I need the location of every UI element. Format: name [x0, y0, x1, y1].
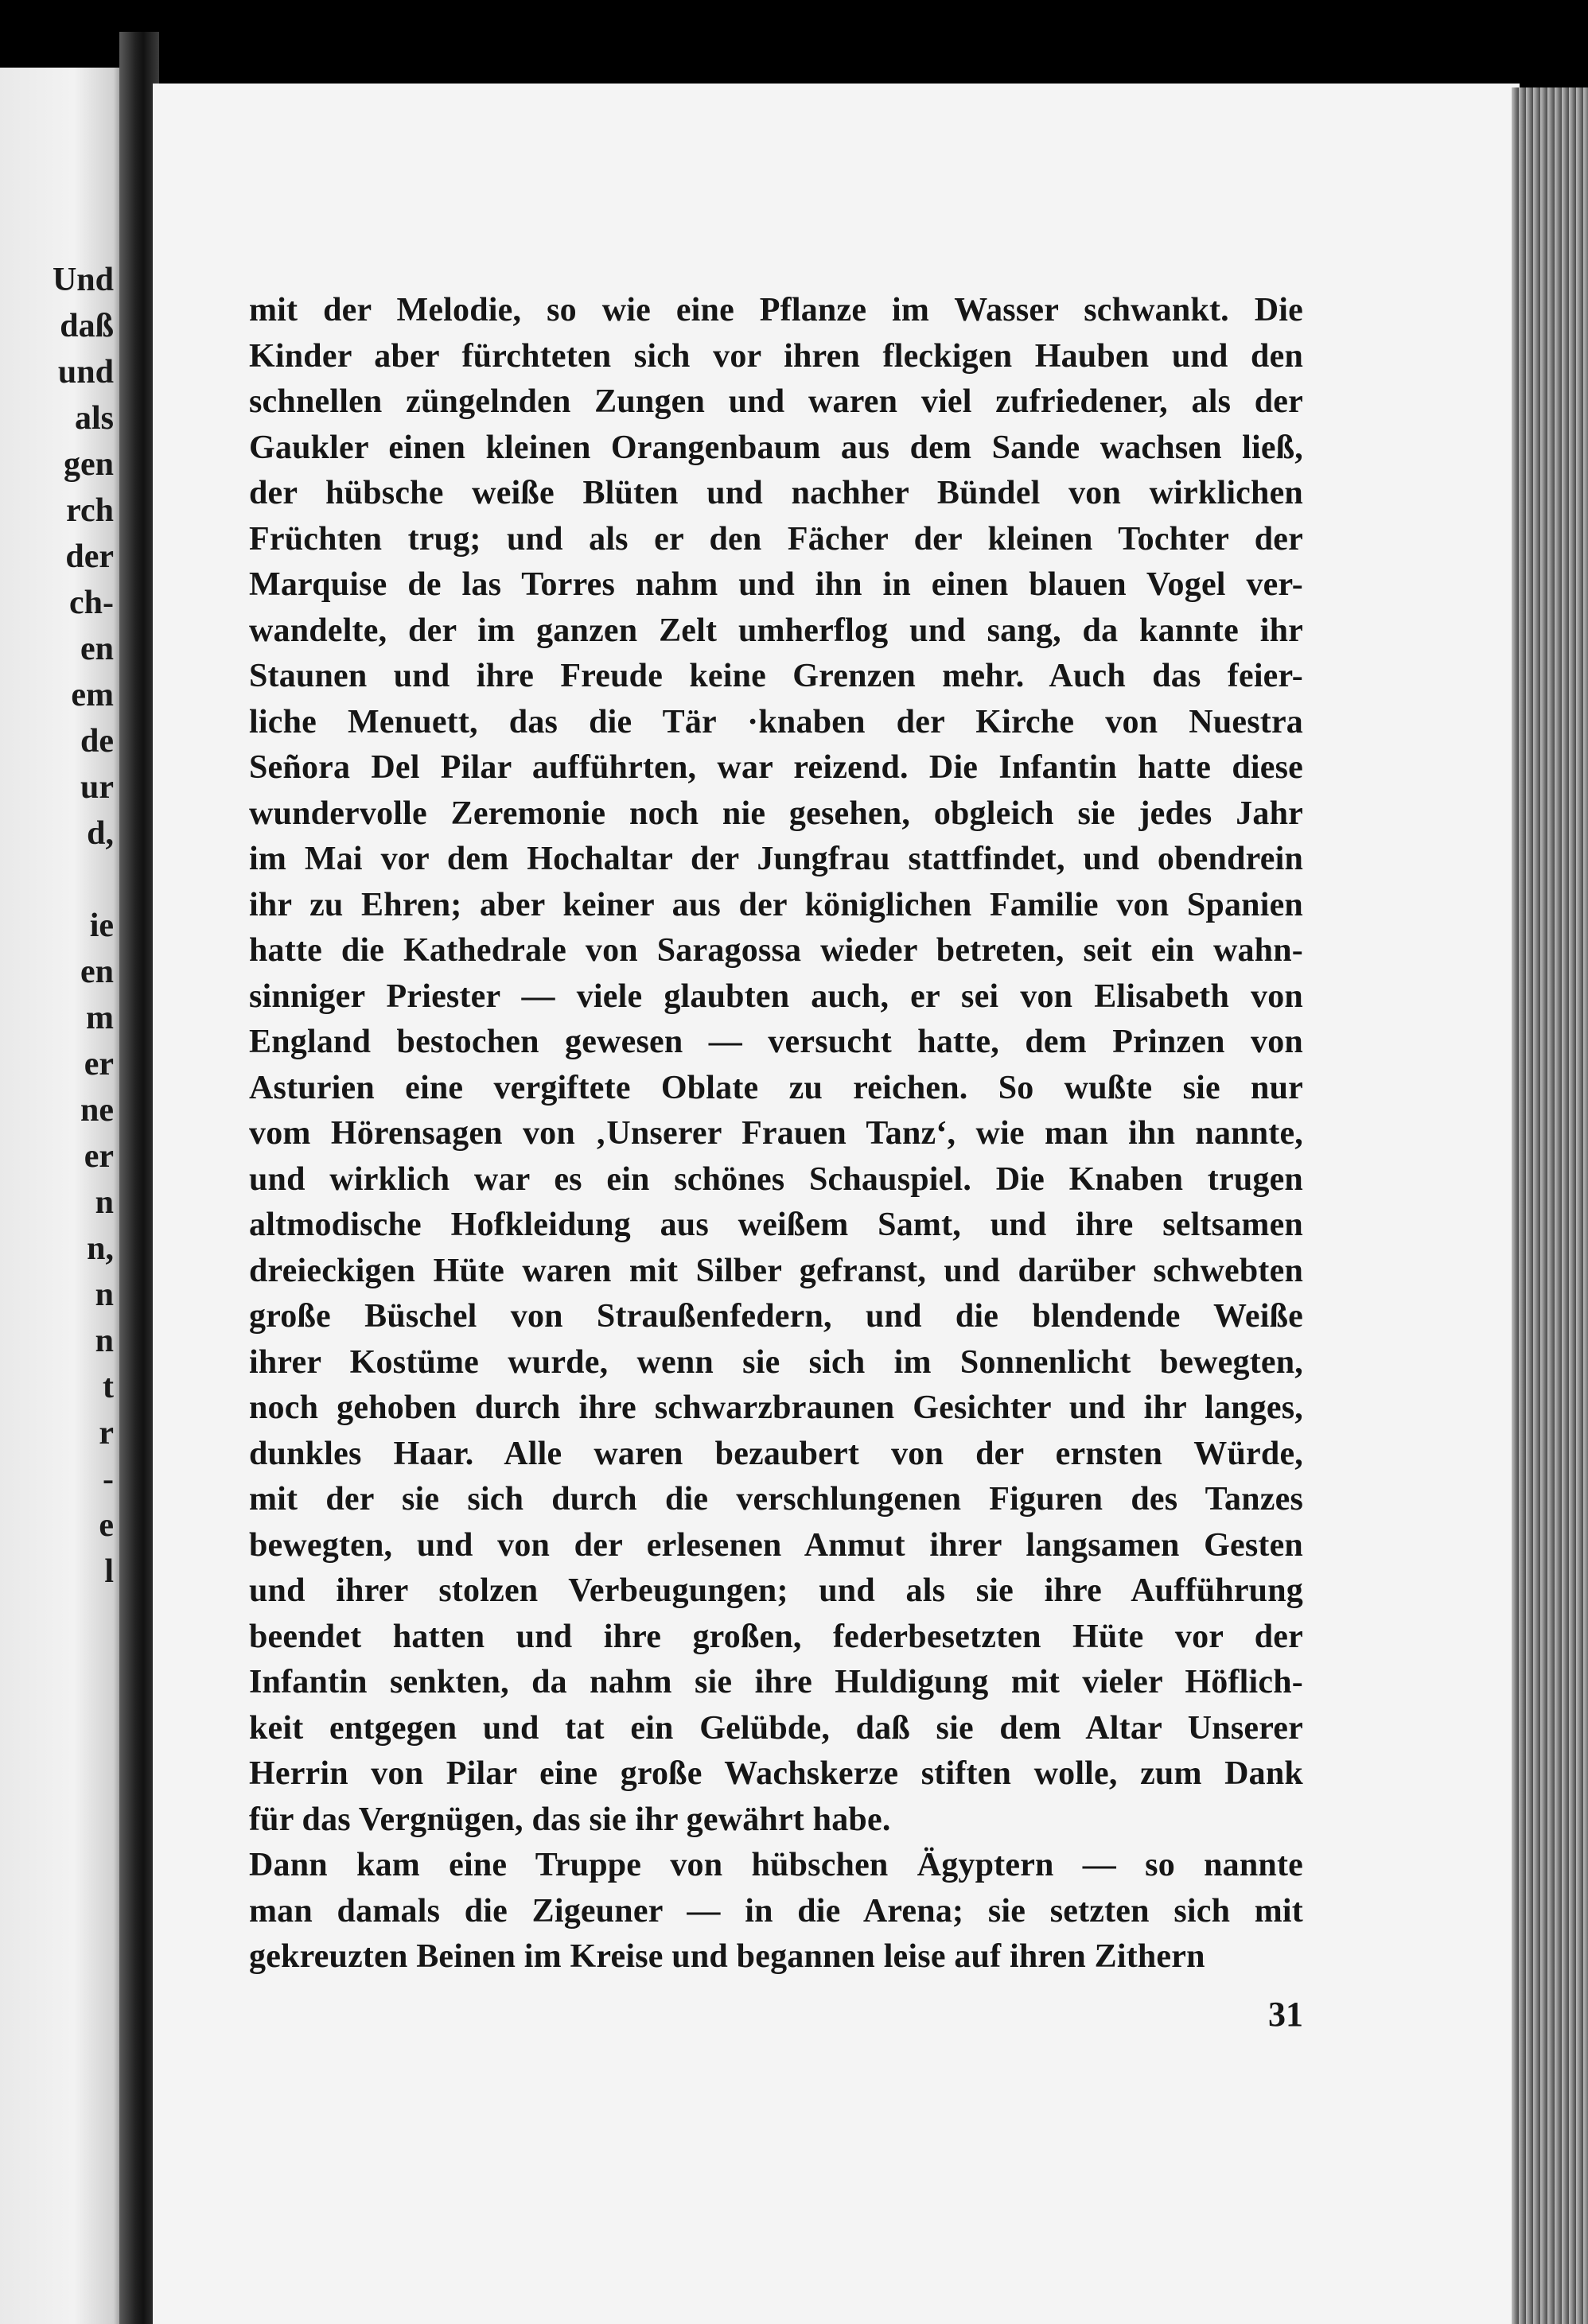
text-line: wandelte, der im ganzen Zelt umherflog und sang, da kannte ihr	[249, 612, 1303, 649]
left-page-fragment: d,	[87, 815, 114, 852]
text-line: keit entgegen und tat ein Gelübde, daß sie dem Altar Unserer	[249, 1709, 1303, 1747]
text-line: mit der sie sich durch die verschlungenen Figuren des Tanzes	[249, 1481, 1303, 1518]
text-line: große Büschel von Straußenfedern, und die blendende Weiße	[249, 1298, 1303, 1335]
text-line: altmodische Hofkleidung aus weißem Samt, und ihre seltsamen	[249, 1207, 1303, 1243]
text-line: Gaukler einen kleinen Orangenbaum aus dem Sande wachsen ließ,	[249, 429, 1303, 466]
text-line: ihrer Kostüme wurde, wenn sie sich im Sonnenlicht bewegten,	[249, 1343, 1303, 1381]
left-page-fragment: r	[99, 1415, 114, 1452]
page-number: 31	[1268, 1995, 1303, 2034]
left-page-fragment: de	[80, 723, 114, 760]
text-line: der hübsche weiße Blüten und nachher Bündel von wirklichen	[249, 475, 1303, 511]
left-page-fragment: der	[65, 538, 114, 575]
text-line: bewegten, und von der erlesenen Anmut ihrer langsamen Gesten	[249, 1526, 1303, 1564]
text-line: für das Vergnügen, das sie ihr gewährt habe.	[249, 1801, 891, 1838]
left-facing-page	[0, 68, 123, 2324]
left-page-fragment: ne	[80, 1092, 114, 1129]
text-line: hatte die Kathedrale von Saragossa wieder betreten, seit ein wahn-	[249, 932, 1303, 969]
text-line: Staunen und ihre Freude keine Grenzen mehr. Auch das feier-	[249, 658, 1303, 694]
text-line: ihr zu Ehren; aber keiner aus der königlichen Familie von Spanien	[249, 886, 1303, 923]
left-page-fragment	[2, 1687, 114, 1733]
text-line: und ihrer stolzen Verbeugungen; und als sie ihre Aufführung	[249, 1572, 1303, 1609]
text-line: Kinder aber fürchteten sich vor ihren fleckigen Hauben und den	[249, 337, 1303, 375]
left-page-fragment	[2, 1733, 114, 1779]
left-page-fragment: und	[57, 354, 114, 391]
left-page-fragment	[2, 857, 114, 903]
left-page-fragment: t	[103, 1369, 114, 1405]
text-line: Señora Del Pilar aufführten, war reizend. Die Infantin hatte diese	[249, 749, 1303, 786]
left-page-fragment	[2, 1779, 114, 1825]
text-line: noch gehoben durch ihre schwarzbraunen Gesichter und ihr langes,	[249, 1389, 1303, 1426]
left-page-fragment: ch-	[69, 585, 114, 621]
text-line: dunkles Haar. Alle waren bezaubert von der ernsten Würde,	[249, 1435, 1303, 1472]
text-line: vom Hörensagen von ‚Unserer Frauen Tanz‘, wie man ihn nannte,	[249, 1115, 1303, 1152]
left-page-fragment: em	[71, 677, 114, 713]
text-line: man damals die Zigeuner — in die Arena; sie setzten sich mit	[249, 1892, 1303, 1930]
text-line: Asturien eine vergiftete Oblate zu reichen. So wußte sie nur	[249, 1069, 1303, 1106]
left-page-fragment: n,	[87, 1230, 114, 1267]
text-line: Marquise de las Torres nahm und ihn in einen blauen Vogel ver-	[249, 566, 1303, 603]
left-page-fragment: en	[80, 631, 114, 667]
text-line: mit der Melodie, so wie eine Pflanze im Wasser schwankt. Die	[249, 292, 1303, 328]
left-page-fragment: en	[80, 954, 114, 990]
text-line: wundervolle Zeremonie noch nie gesehen, obgleich sie jedes Jahr	[249, 795, 1303, 832]
left-page-fragment: gen	[64, 446, 114, 483]
page-stack-edge	[1512, 87, 1588, 2324]
left-page-fragment: -	[103, 1461, 114, 1498]
text-line: Infantin senkten, da nahm sie ihre Huldigung mit vieler Höflich-	[249, 1664, 1303, 1700]
left-page-fragment: er	[84, 1138, 114, 1175]
left-page-fragment: er	[84, 1046, 114, 1082]
left-page-fragment: n	[95, 1277, 114, 1313]
text-line: schnellen züngelnden Zungen und waren viel zufriedener, als der	[249, 383, 1303, 420]
left-page-fragment: ur	[80, 769, 114, 806]
text-line: England bestochen gewesen — versucht hatte, dem Prinzen von	[249, 1024, 1303, 1060]
left-page-fragment: n	[95, 1184, 114, 1221]
left-page-text-fragments	[2, 257, 114, 1825]
text-line: dreieckigen Hüte waren mit Silber gefranst, und darüber schwebten	[249, 1252, 1303, 1289]
left-page-fragment: l	[104, 1553, 114, 1590]
text-line: sinniger Priester — viele glaubten auch, er sei von Elisabeth von	[249, 977, 1303, 1015]
text-line: Herrin von Pilar eine große Wachskerze stiften wolle, zum Dank	[249, 1755, 1303, 1792]
left-page-fragment: e	[99, 1507, 114, 1544]
left-page-fragment: rch	[66, 492, 114, 529]
text-line: und wirklich war es ein schönes Schauspiel. Die Knaben trugen	[249, 1160, 1303, 1198]
text-line: liche Menuett, das die Tär ·knaben der Kirche von Nuestra	[249, 703, 1303, 740]
text-line: gekreuzten Beinen im Kreise und begannen leise auf ihren Zithern	[249, 1938, 1205, 1975]
page-body-text	[249, 288, 1303, 1980]
text-line: beendet hatten und ihre großen, federbesetzten Hüte vor der	[249, 1618, 1303, 1655]
text-line: Dann kam eine Truppe von hübschen Ägyptern — so nannte	[249, 1847, 1303, 1883]
left-page-fragment	[2, 1641, 114, 1687]
text-line: Früchten trug; und als er den Fächer der kleinen Tochter der	[249, 520, 1303, 558]
left-page-fragment: ie	[89, 907, 114, 944]
text-line: im Mai vor dem Hochaltar der Jungfrau stattfindet, und obendrein	[249, 841, 1303, 877]
left-page-fragment: n	[95, 1323, 114, 1359]
left-page-fragment: m	[86, 1000, 114, 1036]
left-page-fragment: als	[74, 400, 114, 437]
left-page-fragment: Und	[52, 262, 114, 298]
left-page-fragment	[2, 1595, 114, 1641]
left-page-fragment: daß	[60, 308, 114, 344]
